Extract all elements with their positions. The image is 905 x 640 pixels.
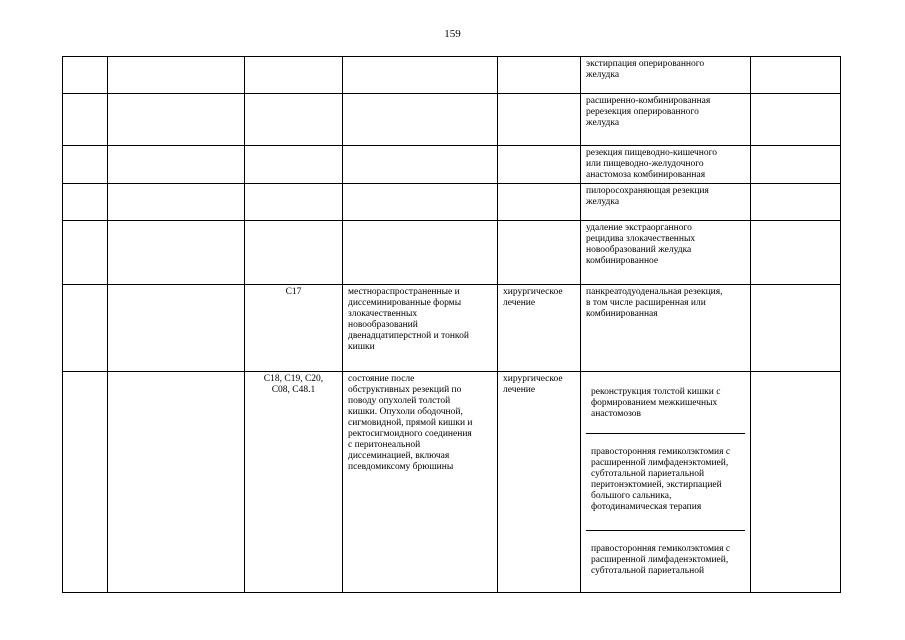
treatment-cell [498,57,581,94]
treatment-cell [498,221,581,285]
procedure-cell: удаление экстраорганного рецидива злокачественных новообразований желудка комбинированное [581,221,751,285]
table-row [63,184,841,221]
table-cell [108,221,245,285]
table-cell [63,146,108,184]
table-row [63,94,841,146]
treatment-cell: хирургическое лечение [498,285,581,372]
condition-cell [343,146,498,184]
table-cell [751,94,841,146]
code-cell [245,221,343,285]
table-cell [751,146,841,184]
table-cell [108,184,245,221]
table-cell [751,57,841,94]
table-cell [751,184,841,221]
code-cell [245,184,343,221]
code-cell [245,94,343,146]
procedure-item: правосторонняя гемиколэктомия с расширенной лимфаденэктомией, субтотальной париетальной [591,544,731,576]
table-cell [108,94,245,146]
table-row [63,372,841,593]
table-cell [751,221,841,285]
table-cell [63,221,108,285]
table-row [63,285,841,372]
table-cell [751,285,841,372]
table-cell [108,372,245,593]
treatment-cell [498,146,581,184]
table-row [63,146,841,184]
table-cell [751,372,841,593]
procedure-list-cell [581,372,751,593]
condition-cell [343,57,498,94]
condition-cell [343,184,498,221]
procedure-item: реконструкция толстой кишки с формированием межкишечных анастомозов [586,385,745,434]
code-cell [245,146,343,184]
procedure-cell: экстирпация оперированного желудка [581,57,751,94]
table-cell [63,184,108,221]
treatment-cell [498,94,581,146]
procedure-cell: расширенно-комбинированная ререзекция оперированного желудка [581,94,751,146]
procedure-item: правосторонняя гемиколэктомия с расширенной лимфаденэктомией, субтотальной париетальной перитонэктомией, экстирпацией большого сальника, фотодинамическая терапия [586,445,745,531]
procedure-cell: резекция пищеводно-кишечного или пищеводно-желудочного анастомоза комбинированная [581,146,751,184]
code-cell [245,57,343,94]
condition-cell [343,221,498,285]
table-cell [108,285,245,372]
treatment-cell: хирургическое лечение [498,372,581,593]
treatment-cell [498,184,581,221]
table-cell [63,57,108,94]
page-number: 159 [444,28,461,40]
table-cell [63,285,108,372]
procedures-table [62,56,841,593]
condition-cell: состояние после обструктивных резекций по поводу опухолей толстой кишки. Опухоли ободочной, сигмовидной, прямой кишки и ректосигмоидного соединения с перитонеальной диссеминацией, включая псевдомиксому брюшины [343,372,498,593]
procedure-cell: панкреатодуоденальная резекция, в том числе расширенная или комбинированная [581,285,751,372]
procedure-cell: пилоросохраняющая резекция желудка [581,184,751,221]
code-cell: C17 [245,285,343,372]
table-row [63,57,841,94]
code-cell: C18, C19, C20, C08, C48.1 [245,372,343,593]
table-cell [63,372,108,593]
table-row [63,221,841,285]
table-cell [63,94,108,146]
condition-cell: местнораспространенные и диссеминированные формы злокачественных новообразований двенадцатиперстной и тонкой кишки [343,285,498,372]
table-cell [108,146,245,184]
table-cell [108,57,245,94]
condition-cell [343,94,498,146]
